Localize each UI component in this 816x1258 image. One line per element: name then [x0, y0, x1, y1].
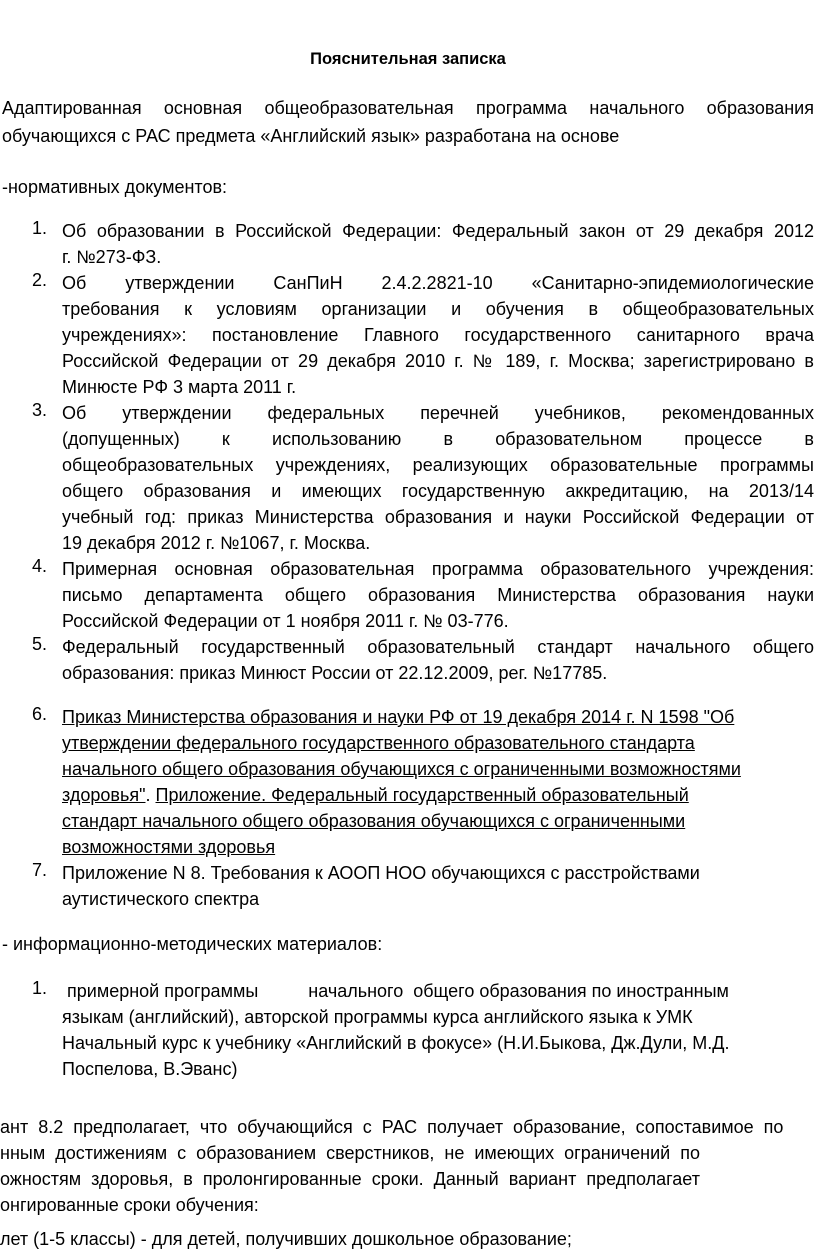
normative-header: -нормативных документов:	[2, 177, 228, 197]
text-line: общего образования и имеющих государственную аккредитацию, на 2013/14	[62, 481, 814, 501]
text-line: (допущенных) к использованию в образовательном процессе в	[62, 429, 814, 449]
list-item-text	[62, 860, 814, 912]
list-item-number: 3.	[32, 400, 48, 420]
text-line: примерной программы начального общего образования по иностранным	[62, 981, 729, 1001]
text-line: Начальный курс к учебнику «Английский в фокусе» (Н.И.Быкова, Дж.Дули, М.Д.	[62, 1033, 730, 1053]
text-line: учебный год: приказ Министерства образования и науки Российской Федерации от	[62, 507, 814, 527]
list-item-number: 1.	[32, 218, 48, 238]
text-line: аутистического спектра	[62, 889, 260, 909]
text-line: образования: приказ Минюст России от 22.12.2009, рег. №17785.	[62, 663, 608, 683]
variant-paragraph	[0, 1114, 816, 1218]
text-line: Приложение N 8. Требования к АООП НОО обучающихся с расстройствами	[62, 863, 700, 883]
text-line: Российской Федерации от 1 ноября 2011 г. № 03-776.	[62, 611, 509, 631]
text-line: Минюсте РФ 3 марта 2011 г.	[62, 377, 297, 397]
list-item-text	[62, 270, 814, 400]
text-line: общеобразовательных учреждениях, реализующих образовательные программы	[62, 455, 814, 475]
list-item-number: 7.	[32, 860, 48, 880]
list-item-text	[62, 704, 814, 860]
intro-line-2: обучающихся с РАС предмета «Английский язык» разработана на основе	[2, 126, 620, 146]
text-line: онгированные сроки обучения:	[0, 1195, 259, 1215]
appendix-link[interactable]: возможностями здоровья	[62, 837, 276, 857]
text-line: учреждениях»: постановление Главного государственного санитарного врача	[62, 325, 814, 345]
order-link[interactable]: начального общего образования обучающихся с ограниченными возможностями	[62, 759, 741, 779]
text-line: языкам (английский), авторской программы курса английского языка к УМК	[62, 1007, 693, 1027]
methodical-header: - информационно-методических материалов:	[2, 934, 383, 954]
list-item-text	[62, 978, 814, 1082]
text-line: Об утверждении федеральных перечней учебников, рекомендованных	[62, 403, 814, 423]
text-line: Российской Федерации от 29 декабря 2010 г. № 189, г. Москва; зарегистрировано в	[62, 351, 814, 371]
text-line: требования к условиям организации и обучения в общеобразовательных	[62, 299, 814, 319]
text-line: Об утверждении СанПиН 2.4.2.2821-10 «Санитарно-эпидемиологические	[62, 273, 814, 293]
text-line: письмо департамента общего образования Министерства образования науки	[62, 585, 814, 605]
text-line: ожностям здоровья, в пролонгированные сроки. Данный вариант предполагает	[0, 1169, 700, 1189]
text-line: ант 8.2 предполагает, что обучающийся с РАС получает образование, сопоставимое по	[0, 1117, 784, 1137]
list-item-number: 2.	[32, 270, 48, 290]
separator: .	[145, 785, 156, 805]
text-line: Об образовании в Российской Федерации: Федеральный закон от 29 декабря 2012	[62, 221, 814, 241]
list-item-number: 6.	[32, 704, 48, 724]
list-item-number: 1.	[32, 978, 48, 998]
page-title: Пояснительная записка	[310, 50, 506, 68]
appendix-link[interactable]: Приложение. Федеральный государственный образовательный	[155, 785, 689, 805]
list-item-text	[62, 634, 814, 686]
last-line: лет (1-5 классы) - для детей, получивших дошкольное образование;	[0, 1229, 572, 1249]
order-link[interactable]: утверждении федерального государственного образовательного стандарта	[62, 733, 695, 753]
order-link[interactable]: здоровья"	[62, 785, 146, 805]
appendix-link[interactable]: стандарт начального общего образования обучающихся с ограниченными	[62, 811, 686, 831]
intro-line-1: Адаптированная основная общеобразовательная программа начального образования	[2, 98, 814, 118]
list-item-text	[62, 218, 814, 270]
text-line: нным достижениям с образованием сверстников, не имеющих ограничений по	[0, 1143, 700, 1163]
text-line: г. №273-ФЗ.	[62, 247, 162, 267]
list-item-number: 5.	[32, 634, 48, 654]
text-line: Федеральный государственный образовательный стандарт начального общего	[62, 637, 814, 657]
list-item-number: 4.	[32, 556, 48, 576]
order-link[interactable]: Приказ Министерства образования и науки РФ от 19 декабря 2014 г. N 1598 "Об	[62, 707, 735, 727]
list-item-text	[62, 556, 814, 634]
text-line: Поспелова, В.Эванс)	[62, 1059, 238, 1079]
list-item-text	[62, 400, 814, 556]
text-line: 19 декабря 2012 г. №1067, г. Москва.	[62, 533, 371, 553]
text-line: Примерная основная образовательная программа образовательного учреждения:	[62, 559, 814, 579]
